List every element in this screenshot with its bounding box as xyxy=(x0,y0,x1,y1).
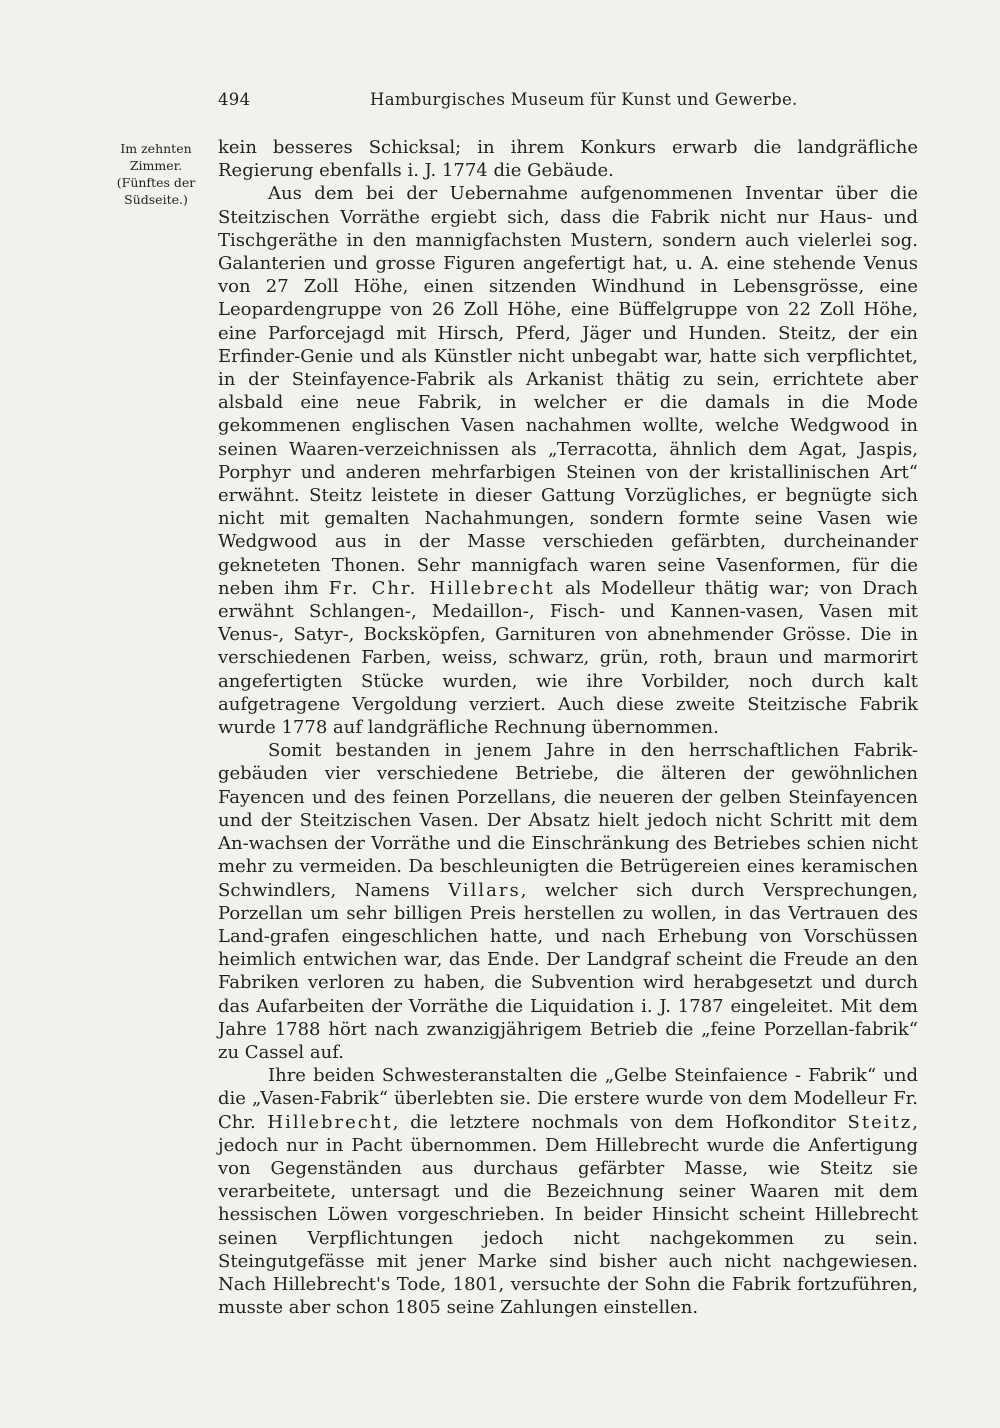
margin-note-line: Zimmer. xyxy=(129,158,183,173)
margin-note-line: (Fünftes der xyxy=(116,175,196,190)
text-run: , welcher sich durch Versprechungen, Porzellan um sehr billigen Preis herstellen zu wollen, in das Vertrauen des Land-grafen eingeschlichen hatte, und nach Erhebung von Vorschüssen heimlich entwichen war, das Ende. Der Landgraf scheint die Freude an den Fabriken verloren zu haben, die Subvention wird herabgesetzt und durch das Aufarbeiten der Vorräthe die Liquidation i. J. 1787 eingeleitet. Mit dem Jahre 1788 hört nach zwanzigjährigem Betrieb die „feine Porzellan-fabrik“ zu Cassel auf. xyxy=(218,879,918,1063)
spaced-name: Fr. Chr. Hillebrecht xyxy=(328,577,555,599)
text-run: , jedoch nur in Pacht übernommen. Dem Hillebrecht wurde die Anfertigung von Gegenständen aus durchaus gefärbter Masse, wie Steitz sie verarbeitete, untersagt und die Bezeichnung seiner Waaren mit dem hessischen Löwen vorgeschrieben. In beider Hinsicht scheint Hillebrecht seinen Verpflichtungen jedoch nicht nachgekommen zu sein. Steingutgefässe mit jener Marke sind bisher auch nicht nachgewiesen. Nach Hillebrecht's Tode, 1801, versuchte der Sohn die Fabrik fortzuführen, musste aber schon 1805 seine Zahlungen einstellen. xyxy=(218,1111,918,1319)
paragraph-3 xyxy=(218,739,918,1064)
text-run: Somit bestanden in jenem Jahre in den herrschaftlichen Fabrik-gebäuden vier verschiedene Betriebe, die älteren der gewöhnlichen Fayencen und des feinen Porzellans, die neueren der gelben Steinfayencen und der Steitzischen Vasen. Der Absatz hielt jedoch nicht Schritt mit dem An-wachsen der Vorräthe und die Einschränkung des Betriebes schien nicht mehr zu vermeiden. Da beschleunigten die Betrügereien eines keramischen Schwindlers, Namens xyxy=(218,740,918,901)
paragraph-4 xyxy=(218,1064,918,1319)
spaced-name: Villars xyxy=(448,879,521,901)
text-run: Aus dem bei der Uebernahme aufgenommenen Inventar über die Steitzischen Vorräthe ergiebt sich, dass die Fabrik nicht nur Haus- und Tischgeräthe in den mannigfachsten Mustern, sondern auch vielerlei sog. Galanterien und grosse Figuren angefertigt hat, u. A. eine stehende Venus von 27 Zoll Höhe, einen sitzenden Windhund in Lebensgrösse, eine Leopardengruppe von 26 Zoll Höhe, eine Büffelgruppe von 22 Zoll Höhe, eine Parforcejagd mit Hirsch, Pferd, Jäger und Hunden. Steitz, der ein Erfinder-Genie und als Künstler nicht unbegabt war, hatte sich verpflichtet, in der Steinfayence-Fabrik als Arkanist thätig zu sein, errichtete aber alsbald eine neue Fabrik, in welcher er die damals in die Mode gekommenen englischen Vasen nachahmen wollte, welche Wedgwood in seinen Waaren-verzeichnissen als „Terracotta, ähnlich dem Agat, Jaspis, Porphyr und anderen mehrfarbigen Steinen von der kristallinischen Art“ erwähnt. Steitz leistete in dieser Gattung Vorzügliches, er begnügte sich nicht mit gemalten Nachahmungen, sondern formte seine Vasen wie Wedgwood aus in der Masse verschieden gefärbten, durcheinander gekneteten Thonen. Sehr mannigfach waren seine Vasenformen, für die neben ihm xyxy=(218,183,918,599)
text-run: Ihre beiden Schwesteranstalten die „Gelbe Steinfaience - Fabrik“ und die „Vasen-Fabrik“ überlebten sie. Die erstere wurde von dem Modelleur Fr. Chr. xyxy=(218,1065,918,1133)
margin-note xyxy=(100,140,212,208)
paragraph-2 xyxy=(218,182,918,739)
margin-note-line: Im zehnten xyxy=(120,141,192,156)
margin-note-line: Südseite.) xyxy=(124,192,188,207)
spaced-name: Hillebrecht xyxy=(267,1111,393,1133)
running-title: Hamburgisches Museum für Kunst und Gewerbe. xyxy=(370,90,798,109)
paragraph-1: kein besseres Schicksal; in ihrem Konkurs erwarb die landgräfliche Regierung ebenfalls i. J. 1774 die Gebäude. xyxy=(218,137,918,182)
page-header xyxy=(218,90,918,116)
body-text xyxy=(218,136,918,1319)
page-number: 494 xyxy=(218,90,251,109)
text-run: , die letztere nochmals von dem Hofkonditor xyxy=(392,1111,836,1133)
spaced-name: Steitz xyxy=(847,1111,913,1133)
text-run: als Modelleur thätig war; von Drach erwähnt Schlangen-, Medaillon-, Fisch- und Kannen-vasen, Vasen mit Venus-, Satyr-, Bocksköpfen, Garnituren von abnehmender Grösse. Die in verschiedenen Farben, weiss, schwarz, grün, roth, braun und marmorirt angefertigten Stücke wurden, wie ihre Vorbilder, noch durch kalt aufgetragene Vergoldung verziert. Auch diese zweite Steitzische Fabrik wurde 1778 auf landgräfliche Rechnung übernommen. xyxy=(218,577,918,739)
